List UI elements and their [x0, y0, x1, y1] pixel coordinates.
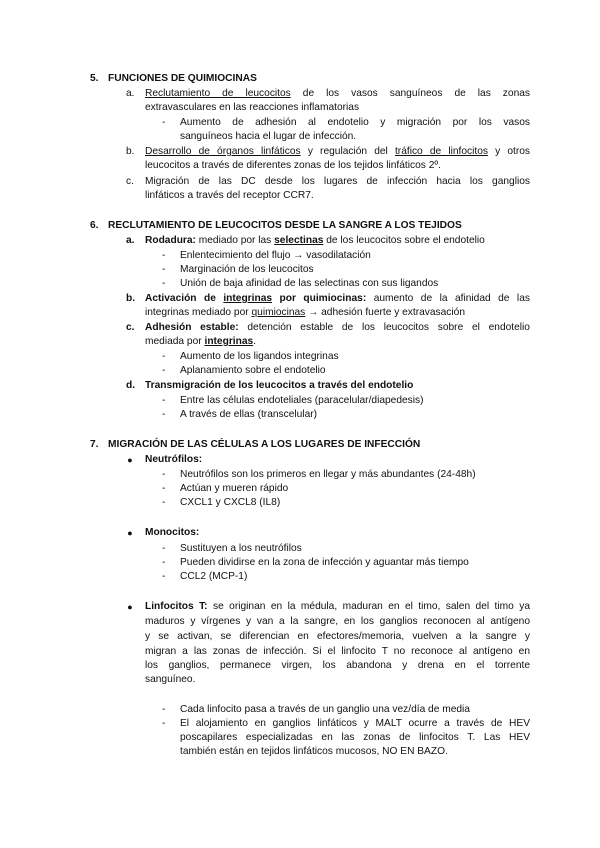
list-item-text: extravasculares en las reacciones inflamatorias — [145, 102, 360, 113]
bullet-heading: Neutrófilos: — [145, 454, 203, 465]
list-label: d. — [126, 380, 136, 391]
dash-marker: - — [162, 250, 166, 261]
section-5-number: 5. — [90, 73, 99, 84]
sub-item-text: Aumento de los ligandos integrinas — [180, 351, 339, 362]
dash-marker: - — [162, 278, 166, 289]
list-item-text: Migración de las DC desde los lugares de infección hacia los ganglios — [145, 176, 530, 187]
sub-item-text: CXCL1 y CXCL8 (IL8) — [180, 497, 281, 508]
sub-item-text: Aumento de adhesión al endotelio y migración por los vasos — [180, 117, 530, 128]
dash-marker: - — [162, 718, 166, 729]
sub-item-text: poscapilares especializadas en las zonas de linfocitos T. Las HEV — [180, 732, 530, 743]
sub-item-text: CCL2 (MCP-1) — [180, 571, 248, 582]
dash-marker: - — [162, 543, 166, 554]
dash-marker: - — [162, 409, 166, 420]
dash-marker: - — [162, 557, 166, 568]
list-item-text: Transmigración de los leucocitos a través del endotelio — [145, 380, 414, 391]
sub-item-text: Unión de baja afinidad de las selectinas con sus ligandos — [180, 278, 439, 289]
sub-item-text: A través de ellas (transcelular) — [180, 409, 318, 420]
section-6-number: 6. — [90, 220, 99, 231]
list-label: c. — [126, 322, 135, 333]
list-item-text: Rodadura: mediado por las selectinas de los leucocitos sobre el endotelio — [145, 235, 485, 246]
paragraph-line: los ganglios, permanece virgen, los abandona y drena en el torrente — [145, 660, 530, 671]
sub-item-text: también están en tejidos linfáticos mucosos, NO EN BAZO. — [180, 746, 448, 757]
list-label: b. — [126, 293, 136, 304]
list-item-text: Adhesión estable: detención estable de los leucocitos sobre el endotelio — [145, 322, 530, 333]
section-7-number: 7. — [90, 439, 99, 450]
list-label: a. — [126, 235, 135, 246]
list-label: c. — [126, 176, 134, 187]
sub-item-text: Neutrófilos son los primeros en llegar y más abundantes (24-48h) — [180, 469, 476, 480]
dash-marker: - — [162, 351, 166, 362]
sub-item-text: Aplanamiento sobre el endotelio — [180, 365, 326, 376]
dash-marker: - — [162, 117, 166, 128]
dash-marker: - — [162, 571, 166, 582]
dash-marker: - — [162, 483, 166, 494]
list-item-text: integrinas mediado por quimiocinas → adhesión fuerte y extravasación — [145, 307, 465, 318]
dash-marker: - — [162, 469, 166, 480]
list-label: a. — [126, 88, 135, 99]
sub-item-text: Pueden dividirse en la zona de infección y aguantar más tiempo — [180, 557, 469, 568]
paragraph-line: migran a las zonas de infección. Si el linfocito T no reconoce al antígeno en — [145, 646, 530, 657]
section-6-title: RECLUTAMIENTO DE LEUCOCITOS DESDE LA SANGRE A LOS TEJIDOS — [108, 220, 462, 231]
list-item-text: Desarrollo de órganos linfáticos y regulación del tráfico de linfocitos y otros — [145, 146, 531, 157]
paragraph-line: sanguíneo. — [145, 674, 196, 685]
dash-marker: - — [162, 497, 166, 508]
paragraph-line: maduros y vírgenes y van a la sangre, en los ganglios reconocen al antígeno — [145, 616, 530, 627]
dash-marker: - — [162, 395, 166, 406]
list-item-text: Reclutamiento de leucocitos de los vasos sanguíneos de las zonas — [145, 88, 530, 99]
sub-item-text: sanguíneos hacia el lugar de infección. — [180, 131, 357, 142]
sub-item-text: El alojamiento en ganglios linfáticos y MALT ocurre a través de HEV — [180, 718, 530, 729]
list-label: b. — [126, 146, 135, 157]
bullet-icon: ● — [127, 602, 133, 612]
sub-item-text: Entre las células endoteliales (paracelular/diapedesis) — [180, 395, 424, 406]
dash-marker: - — [162, 264, 166, 275]
bullet-icon: ● — [127, 528, 133, 538]
list-item-text: linfáticos a través del receptor CCR7. — [145, 190, 314, 201]
dash-marker: - — [162, 704, 166, 715]
sub-item-text: Sustituyen a los neutrófilos — [180, 543, 302, 554]
bullet-heading: Monocitos: — [145, 527, 200, 538]
list-item-text: mediada por integrinas. — [145, 336, 257, 347]
section-5-title: FUNCIONES DE QUIMIOCINAS — [108, 73, 257, 84]
list-item-text: Activación de integrinas por quimiocinas: aumento de la afinidad de las — [145, 293, 530, 304]
sub-item-text: Enlentecimiento del flujo → vasodilatación — [180, 250, 371, 261]
paragraph-line: Linfocitos T: se originan en la médula, maduran en el timo, salen del timo ya — [145, 601, 530, 612]
paragraph-line: y se activan, se diferencian en efectores/memoria, vuelven a la sangre y — [145, 631, 530, 642]
bullet-icon: ● — [127, 455, 133, 465]
list-item-text: leucocitos a través de diferentes zonas de los tejidos linfáticos 2º. — [145, 160, 441, 171]
sub-item-text: Cada linfocito pasa a través de un ganglio una vez/día de media — [180, 704, 470, 715]
sub-item-text: Actúan y mueren rápido — [180, 483, 289, 494]
dash-marker: - — [162, 365, 166, 376]
sub-item-text: Marginación de los leucocitos — [180, 264, 314, 275]
section-7-title: MIGRACIÓN DE LAS CÉLULAS A LOS LUGARES DE INFECCIÓN — [108, 439, 421, 450]
